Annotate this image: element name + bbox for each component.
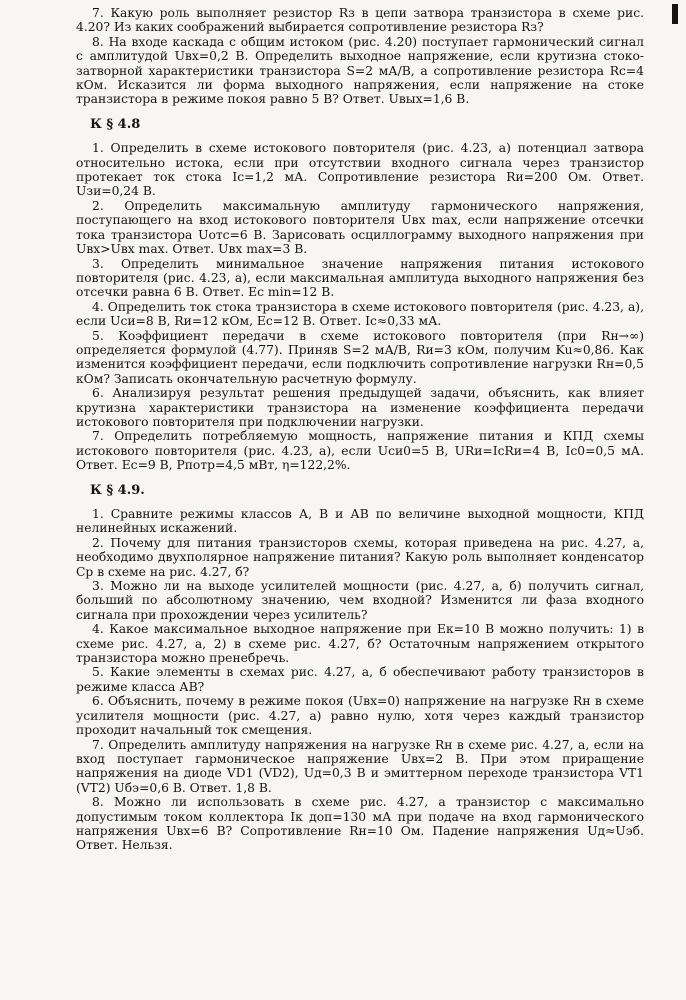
- problem-4-9-1: 1. Сравните режимы классов А, В и АВ по величине выходной мощности, КПД нелинейных искажений.: [76, 507, 644, 536]
- problem-4-8-2: 2. Определить максимальную амплитуду гармонического напряжения, поступающего на вход истокового повторителя Uвх max, если напряжение отсечки тока транзистора Uотс=6 В. Зарисовать осциллограмму выходного напряжения при Uвх>Uвх max. Ответ. Uвх max=3 В.: [76, 198, 644, 257]
- problem-4-8-3: 3. Определить минимальное значение напряжения питания истокового повторителя (рис. 4.23, а), если максимальная амплитуда выходного напряжения без отсечки равна 6 В. Ответ. Ec min=12 В.: [76, 256, 644, 300]
- document-page: [76, 6, 644, 853]
- problem-4-8-5: 5. Коэффициент передачи в схеме истокового повторителя (при Rн→∞) определяется формулой (4.77). Приняв S=2 мА/В, Rи=3 кОм, получим Ku≈0,86. Как изменится коэффициент передачи, если подключить сопротивление нагрузки Rн=0,5 кОм? Записать окончательную расчетную формулу.: [76, 328, 644, 386]
- problem-4-7-7: 7. Какую роль выполняет резистор Rз в цепи затвора транзистора в схеме рис. 4.20? Из каких соображений выбирается сопротивление резистора Rз?: [76, 6, 644, 35]
- problem-4-9-8: 8. Можно ли использовать в схеме рис. 4.27, а транзистор с максимально допустимым током коллектора Iк доп=130 мА при подаче на вход гармонического напряжения Uвх=6 В? Сопротивление Rн=10 Ом. Падение напряжения Uд≈Uэб. Ответ. Нельзя.: [76, 795, 644, 853]
- problem-4-9-5: 5. Какие элементы в схемах рис. 4.27, а, б обеспечивают работу транзисторов в режиме класса АВ?: [76, 665, 644, 694]
- problem-4-9-3: 3. Можно ли на выходе усилителей мощности (рис. 4.27, а, б) получить сигнал, больший по абсолютному значению, чем входной? Изменится ли фаза входного сигнала при прохождении через усилитель?: [76, 579, 644, 622]
- problem-4-7-8: 8. На входе каскада с общим истоком (рис. 4.20) поступает гармонический сигнал с амплитудой Uвх=0,2 В. Определить выходное напряжение, если крутизна стоко-затворной характеристики транзистора S=2 мА/В, а сопротивление резистора Rс=4 кОм. Исказится ли форма выходного напряжения, если напряжение на стоке транзистора в режиме покоя равно 5 В? Ответ. Uвых=1,6 В.: [76, 34, 644, 107]
- problem-4-9-4: 4. Какое максимальное выходное напряжение при Eк=10 В можно получить: 1) в схеме рис. 4.27, а, 2) в схеме рис. 4.27, б? Остаточным напряжением открытого транзистора можно пренебречь.: [76, 622, 644, 666]
- problem-4-9-7: 7. Определить амплитуду напряжения на нагрузке Rн в схеме рис. 4.27, а, если на вход поступает гармоническое напряжение Uвх=2 В. При этом приращение напряжения на диоде VD1 (VD2), Uд=0,3 В и эмиттерном переходе транзистора VT1 (VT2) Uбэ=0,6 В. Ответ. 1,8 В.: [76, 737, 644, 795]
- page-corner-mark: [672, 4, 678, 24]
- problem-4-9-2: 2. Почему для питания транзисторов схемы, которая приведена на рис. 4.27, а, необходимо двухполярное напряжение питания? Какую роль выполняет конденсатор Cр в схеме на рис. 4.27, б?: [76, 535, 644, 579]
- problem-4-8-4: 4. Определить ток стока транзистора в схеме истокового повторителя (рис. 4.23, а), если Uси=8 В, Rи=12 кОм, Ec=12 В. Ответ. Iс≈0,33 мА.: [76, 299, 644, 329]
- problem-4-9-6: 6. Объяснить, почему в режиме покоя (Uвх=0) напряжение на нагрузке Rн в схеме усилителя мощности (рис. 4.27, а) равно нулю, хотя через каждый транзистор проходит начальный ток смещения.: [76, 694, 644, 738]
- problem-4-8-7: 7. Определить потребляемую мощность, напряжение питания и КПД схемы истокового повторителя (рис. 4.23, а), если Uси0=5 В, URи=IcRи=4 В, Ic0=0,5 мА. Ответ. Ec=9 В, Pпотр=4,5 мВт, η=122,2%.: [76, 429, 644, 473]
- section-heading-4-9: К § 4.9.: [90, 482, 145, 498]
- section-heading-4-8: К § 4.8: [90, 116, 141, 132]
- problem-4-8-6: 6. Анализируя результат решения предыдущей задачи, объяснить, как влияет крутизна характеристики транзистора на изменение коэффициента передачи истокового повторителя при подключении нагрузки.: [76, 386, 644, 429]
- problem-4-8-1: 1. Определить в схеме истокового повторителя (рис. 4.23, а) потенциал затвора относительно истока, если при отсутствии входного сигнала через транзистор протекает ток стока Iс=1,2 мА. Сопротивление резистора Rи=200 Ом. Ответ. Uзи=0,24 В.: [76, 141, 644, 199]
